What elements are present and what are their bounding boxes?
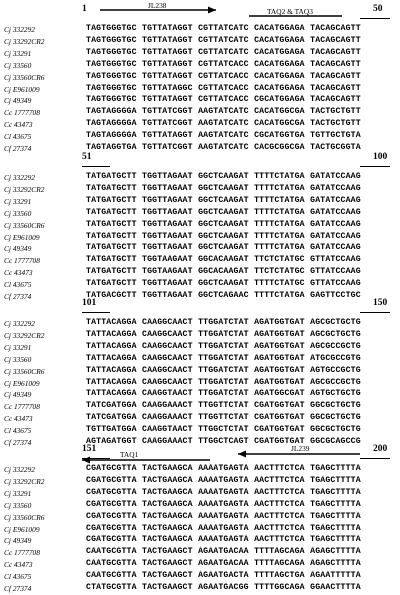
sequence-group: GATATCCAAG <box>310 243 361 253</box>
sequence-group: TAGTGGGTGC <box>86 47 137 57</box>
sequence-group: AGCGCCGCTG <box>310 377 361 387</box>
sequence-group: TGGTTAGAAT <box>142 195 193 205</box>
sequence-group: TACTGAAGCT <box>142 547 193 557</box>
sequence-group: CAAGGCAACT <box>142 329 193 339</box>
block-end-position: 100 <box>373 152 388 162</box>
jl239-arrow-arrowhead <box>238 451 246 458</box>
strain-name: Cj 332292 <box>4 173 36 182</box>
strain-name: Cj E961009 <box>4 232 40 242</box>
sequence-group: CAAGGTAACT <box>142 425 193 435</box>
sequence-group: GATATCCAAG <box>310 219 361 229</box>
sequence-group: TATTACAGGA <box>86 341 137 351</box>
sequence-group: AAAATGAGTA <box>198 523 249 533</box>
sequence-group: TTTTAGCTGA <box>254 571 305 581</box>
sequence-group: AGAATTTTTA <box>310 571 361 581</box>
strain-name: Cf 27374 <box>4 292 32 301</box>
sequence-group: GGCGCTGCTG <box>310 413 361 423</box>
sequence-group: AAAATGAGTA <box>198 487 249 497</box>
sequence-group: TTTTCTATGA <box>254 195 305 205</box>
strain-name: Cc 1777708 <box>4 256 40 266</box>
sequence-group: GATATCCAAG <box>310 207 361 217</box>
strain-name: Cl 43675 <box>4 572 32 582</box>
sequence-group: GATATCCAAG <box>310 231 361 241</box>
sequence-group: GGCTCAAGAT <box>198 195 249 205</box>
sequence-group: CGTTATCACC <box>198 95 249 105</box>
strain-name: Cj 49349 <box>4 390 32 400</box>
strain-name: Cj 332292 <box>4 319 36 328</box>
sequence-group: CAAGGCAACT <box>142 377 193 387</box>
sequence-group: TGAGCTTTTA <box>310 499 361 509</box>
sequence-group: CGTTATCACC <box>198 59 249 69</box>
strain-name: Cj 33292CR2 <box>4 476 45 486</box>
sequence-group: TATGATGCTT <box>86 183 137 193</box>
sequence-group: CTATGCGTTA <box>86 583 137 592</box>
sequence-group: CGTTATCATC <box>198 35 249 45</box>
strain-name: Cj 33292CR2 <box>4 36 45 46</box>
sequence-group: TGAGCTTTTA <box>310 535 361 545</box>
sequence-group: TACAGCAGTT <box>310 95 361 105</box>
sequence-group: TATGATGCTT <box>86 267 137 277</box>
sequence-group: TATGATGCTT <box>86 255 137 265</box>
sequence-group: CGTTATCATC <box>198 47 249 57</box>
sequence-group: AGAATGACAA <box>198 547 249 557</box>
sequence-group: TTGGATCTAT <box>198 341 249 351</box>
sequence-group: GAGTTCCTGC <box>310 291 361 300</box>
sequence-group: TTGGATCTAT <box>198 377 249 387</box>
sequence-group: CAAGGAAACT <box>142 437 193 446</box>
sequence-group: GGCTCAAGAT <box>198 172 249 181</box>
sequence-group: TGTTATCGGT <box>142 107 193 117</box>
sequence-group: AGAGCTTTTA <box>310 559 361 569</box>
sequence-group: TGTTGATGGA <box>86 425 137 435</box>
strain-name: Cj 33560 <box>4 500 32 510</box>
jl238-arrow-arrowhead <box>208 7 216 14</box>
sequence-group: CACATGGAGA <box>254 59 305 69</box>
sequence-group: TGTTATAGGT <box>142 24 193 33</box>
sequence-group: AGAGCTTTTA <box>310 547 361 557</box>
sequence-group: CAATGCGTTA <box>86 571 137 581</box>
sequence-group: TGAGCTTTTA <box>310 464 361 473</box>
sequence-group: CACATGGCGA <box>254 107 305 117</box>
sequence-group: CAAGGCAACT <box>142 318 193 327</box>
sequence-group: TATGATGCTT <box>86 279 137 289</box>
strain-name: Cc 43473 <box>4 120 33 130</box>
sequence-group: TGGTTAGAAT <box>142 183 193 193</box>
sequence-group: TTTTCTATGC <box>254 279 305 289</box>
sequence-group: TTGGCTCTAT <box>198 425 249 435</box>
sequence-group: TGTTATAGGT <box>142 35 193 45</box>
sequence-group: GGCTCAAGAT <box>198 231 249 241</box>
sequence-group: CGATGCGTTA <box>86 511 137 521</box>
sequence-group: TATGATGCTT <box>86 231 137 241</box>
block-end-position: 150 <box>373 298 388 308</box>
sequence-group: GGAACTTTTA <box>310 583 361 592</box>
sequence-group: AGTGCCGCTG <box>310 365 361 375</box>
sequence-group: TACTGAAGCA <box>142 464 193 473</box>
sequence-group: TGGTTAGAAT <box>142 207 193 217</box>
strain-name: Cl 43675 <box>4 132 32 142</box>
block-start-position: 151 <box>82 444 97 454</box>
sequence-group: TACAGCAGTT <box>310 24 361 33</box>
sequence-group: TACTGAAGCA <box>142 523 193 533</box>
sequence-group: TATCGATGGA <box>86 401 137 411</box>
sequence-group: AAAATGAGTA <box>198 511 249 521</box>
sequence-group: TACTGCGGTA <box>310 143 361 152</box>
sequence-group: TTGGTTCTAT <box>198 401 249 411</box>
sequence-group: CACATGGCGA <box>254 119 305 129</box>
sequence-group: TATGACGCTT <box>86 291 137 300</box>
sequence-group: AAGTATCATC <box>198 131 249 141</box>
sequence-group: TATTACAGGA <box>86 389 137 399</box>
strain-name: Cj E961009 <box>4 378 40 388</box>
strain-name: Cc 43473 <box>4 560 33 570</box>
sequence-group: TAGTGGGTGC <box>86 95 137 105</box>
strain-name: Cj 49349 <box>4 536 32 546</box>
sequence-group: AACTTTCTCA <box>254 499 305 509</box>
strain-name: Cj 33291 <box>4 196 32 206</box>
sequence-group: CACATGGAGA <box>254 83 305 93</box>
sequence-group: TTTTAGCAGA <box>254 547 305 557</box>
sequence-group: CACATGGAGA <box>254 71 305 81</box>
sequence-group: TTGGATCTAT <box>198 318 249 327</box>
sequence-group: TTGGATCTAT <box>198 353 249 363</box>
strain-name: Cj 33292CR2 <box>4 330 45 340</box>
sequence-group: AGCGCCGCTG <box>310 341 361 351</box>
primer-label-jl239: JL239 <box>291 444 310 453</box>
sequence-group: CAAGGCAACT <box>142 353 193 363</box>
sequence-group: TGTTATCGGT <box>142 143 193 152</box>
sequence-group: TACTGAAGCA <box>142 475 193 485</box>
sequence-group: CGCATGGTGA <box>254 131 305 141</box>
sequence-group: TACTGAAGCT <box>142 571 193 581</box>
sequence-group: TGGTTAGAAT <box>142 279 193 289</box>
sequence-group: GGCGCTGCTG <box>310 425 361 435</box>
sequence-group: CGATGCGTTA <box>86 499 137 509</box>
sequence-group: TAGTAGGGGA <box>86 131 137 141</box>
sequence-group: TATTACAGGA <box>86 329 137 339</box>
sequence-group: CAATGCGTTA <box>86 547 137 557</box>
sequence-group: TTTTAGCAGA <box>254 559 305 569</box>
sequence-group: GGCACAAGAT <box>198 255 249 265</box>
strain-name: Cj 33291 <box>4 48 32 58</box>
sequence-group: TGTTGCTGTA <box>310 131 361 141</box>
sequence-group: CACATGGAGA <box>254 35 305 45</box>
sequence-group: AGTGCTGCTG <box>310 389 361 399</box>
sequence-group: TGGTTAGAAT <box>142 291 193 300</box>
sequence-group: TGTTATAGGT <box>142 59 193 69</box>
strain-name: Cj E961009 <box>4 84 40 94</box>
sequence-group: TGAGCTTTTA <box>310 475 361 485</box>
sequence-group: TGGTTAGAAT <box>142 172 193 181</box>
sequence-group: AAAATGAGTA <box>198 475 249 485</box>
sequence-group: TTTTCTATGA <box>254 172 305 181</box>
strain-name: Cf 27374 <box>4 438 32 447</box>
primer-label-taq2-taq3: TAQ2 & TAQ3 <box>267 7 313 16</box>
strain-name: Cl 43675 <box>4 280 32 290</box>
sequence-group: CGATGGTGAT <box>254 401 305 411</box>
sequence-group: AACTTTCTCA <box>254 487 305 497</box>
sequence-group: CGATGCGTTA <box>86 535 137 545</box>
block-start-position: 101 <box>82 298 97 308</box>
sequence-group: GTTATCCAAG <box>310 267 361 277</box>
sequence-group: GGCGCTGCTG <box>310 401 361 411</box>
sequence-group: TAGTAGGGGA <box>86 119 137 129</box>
strain-name: Cf 27374 <box>4 584 32 593</box>
sequence-group: TACTGAAGCA <box>142 511 193 521</box>
sequence-group: AGATGGCGAT <box>254 389 305 399</box>
strain-name: Cj 33560CR6 <box>4 512 45 522</box>
strain-name: Cj 33560CR6 <box>4 366 45 376</box>
sequence-group: TTGGATCTAT <box>198 365 249 375</box>
sequence-group: CAATGCGTTA <box>86 559 137 569</box>
sequence-group: AACTTTCTCA <box>254 475 305 485</box>
strain-name: Cj 332292 <box>4 465 36 474</box>
sequence-group: ATGCGCCGTG <box>310 353 361 363</box>
sequence-group: TGTTATAGGT <box>142 131 193 141</box>
sequence-group: TTTTCTATGA <box>254 231 305 241</box>
sequence-group: TATGATGCTT <box>86 195 137 205</box>
strain-name: Cj 33560 <box>4 60 32 70</box>
strain-name: Cj 33560CR6 <box>4 72 45 82</box>
sequence-group: AAAATGAGTA <box>198 535 249 545</box>
sequence-group: AGATGGTGAT <box>254 329 305 339</box>
strain-name: Cj 49349 <box>4 244 32 254</box>
sequence-group: TACAGCAGTT <box>310 35 361 45</box>
sequence-group: TGAGCTTTTA <box>310 487 361 497</box>
sequence-group: AGATGGTGAT <box>254 341 305 351</box>
sequence-group: CGATGGTGAT <box>254 425 305 435</box>
sequence-group: CACGCGGCGA <box>254 143 305 152</box>
sequence-group: TGTTATAGGT <box>142 47 193 57</box>
sequence-group: GATATCCAAG <box>310 195 361 205</box>
sequence-group: TACTGCTGTT <box>310 119 361 129</box>
sequence-group: CGTTATCACC <box>198 83 249 93</box>
strain-name: Cj 33291 <box>4 488 32 498</box>
sequence-group: GGCACAAGAT <box>198 267 249 277</box>
strain-name: Cj 33560 <box>4 354 32 364</box>
sequence-group: AACTTTCTCA <box>254 511 305 521</box>
sequence-group: AAGTATCATC <box>198 143 249 152</box>
strain-name: Cj 332292 <box>4 25 36 34</box>
sequence-group: TAGTGGGTGC <box>86 35 137 45</box>
sequence-group: AACTTTCTCA <box>254 464 305 473</box>
sequence-group: GGCTCAAGAT <box>198 183 249 193</box>
sequence-group: AAAATGAGTA <box>198 499 249 509</box>
sequence-group: TACAGCAGTT <box>310 83 361 93</box>
sequence-group: TATGATGCTT <box>86 172 137 181</box>
sequence-group: AGAATGACGG <box>198 583 249 592</box>
strain-name: Cc 1777708 <box>4 548 40 558</box>
sequence-group: TGAGCTTTTA <box>310 511 361 521</box>
sequence-group: TACTGAAGCT <box>142 583 193 592</box>
sequence-group: TTGGCTCAGT <box>198 437 249 446</box>
sequence-group: GGCTCAAGAT <box>198 243 249 253</box>
sequence-group: TTTTCTATGA <box>254 207 305 217</box>
strain-name: Cj E961009 <box>4 524 40 534</box>
sequence-group: TTTTCTATGA <box>254 243 305 253</box>
sequence-group: TGGTTAGAAT <box>142 219 193 229</box>
sequence-group: TACTGAAGCA <box>142 535 193 545</box>
strain-name: Cj 33291 <box>4 342 32 352</box>
block-end-position: 200 <box>373 444 388 454</box>
sequence-group: GATATCCAAG <box>310 172 361 181</box>
sequence-group: TATCGATGGA <box>86 413 137 423</box>
sequence-group: CGCATGGAGA <box>254 95 305 105</box>
sequence-group: CAAGGAAACT <box>142 413 193 423</box>
sequence-group: GGCTCAAGAT <box>198 279 249 289</box>
sequence-group: TGGTTAGAAT <box>142 243 193 253</box>
taq1-arrow-arrowhead <box>82 457 90 464</box>
strain-name: Cj 49349 <box>4 96 32 106</box>
block-start-position: 1 <box>82 4 87 14</box>
sequence-group: CAAGGAAACT <box>142 401 193 411</box>
sequence-group: TAGTGGGTGC <box>86 71 137 81</box>
sequence-group: AGAATGACAA <box>198 559 249 569</box>
sequence-group: CGATGGTGAT <box>254 437 305 446</box>
sequence-group: CGATGCGTTA <box>86 523 137 533</box>
strain-name: Cf 27374 <box>4 144 32 153</box>
sequence-group: TGTTATCGGT <box>142 119 193 129</box>
sequence-group: AGCGCTGCTG <box>310 318 361 327</box>
sequence-group: TATGATGCTT <box>86 243 137 253</box>
sequence-group: TGTTATAGGT <box>142 95 193 105</box>
sequence-group: AGAATGACTA <box>198 571 249 581</box>
primer-label-jl238: JL238 <box>148 1 167 10</box>
sequence-group: AACTTTCTCA <box>254 535 305 545</box>
sequence-group: TAGTGGGTGC <box>86 24 137 33</box>
sequence-group: TGGTAAGAAT <box>142 267 193 277</box>
strain-name: Cl 43675 <box>4 426 32 436</box>
sequence-group: TGAGCTTTTA <box>310 523 361 533</box>
sequence-group: TATTACAGGA <box>86 353 137 363</box>
sequence-group: TGGTAAGAAT <box>142 255 193 265</box>
sequence-group: TTTTCTATGA <box>254 183 305 193</box>
sequence-group: CAAGGTAACT <box>142 389 193 399</box>
sequence-group: TACTGAAGCA <box>142 487 193 497</box>
strain-name: Cj 33560CR6 <box>4 220 45 230</box>
sequence-group: AGATGGTGAT <box>254 318 305 327</box>
strain-name: Cc 1777708 <box>4 108 40 118</box>
strain-name: Cj 33292CR2 <box>4 184 45 194</box>
sequence-group: TTTTGGCAGA <box>254 583 305 592</box>
sequence-group: TATTACAGGA <box>86 318 137 327</box>
sequence-group: CGATGCGTTA <box>86 487 137 497</box>
strain-name: Cc 43473 <box>4 268 33 278</box>
sequence-group: GATATCCAAG <box>310 183 361 193</box>
sequence-group: CGATGCGTTA <box>86 464 137 473</box>
sequence-group: CGTTATCACC <box>198 71 249 81</box>
sequence-group: TTTTCTATGA <box>254 219 305 229</box>
sequence-group: CACATGGAGA <box>254 24 305 33</box>
block-end-position: 50 <box>373 4 383 14</box>
sequence-group: CACATGGAGA <box>254 47 305 57</box>
sequence-group: CGTTATCATC <box>198 24 249 33</box>
sequence-group: CGATGGTGAT <box>254 413 305 423</box>
sequence-group: CAAGGCAACT <box>142 365 193 375</box>
sequence-group: TTGGATCTAT <box>198 329 249 339</box>
sequence-group: GTTATCCAAG <box>310 279 361 289</box>
sequence-group: TACAGCAGTT <box>310 59 361 69</box>
sequence-group: AACTTTCTCA <box>254 523 305 533</box>
sequence-group: TTCTCTATGC <box>254 267 305 277</box>
sequence-group: TAGTAGGTGA <box>86 143 137 152</box>
sequence-group: GGCTCAAGAT <box>198 207 249 217</box>
sequence-group: GGCTCAGAAC <box>198 291 249 300</box>
sequence-group: AAGTATCATC <box>198 119 249 129</box>
sequence-group: TGTTATAGGT <box>142 71 193 81</box>
sequence-group: GGCTCAAGAT <box>198 219 249 229</box>
sequence-group: AGTAGATGGT <box>86 437 137 446</box>
sequence-group: CAAGGCAACT <box>142 341 193 351</box>
strain-name: Cj 33560 <box>4 208 32 218</box>
sequence-group: TAGTGGGTGC <box>86 83 137 93</box>
sequence-group: GGCGCAGCCG <box>310 437 361 446</box>
strain-name: Cc 1777708 <box>4 402 40 412</box>
sequence-group: TGTTATAGGC <box>142 83 193 93</box>
sequence-group: TTCTCTATGC <box>254 255 305 265</box>
sequence-group: AGATGGTGAT <box>254 377 305 387</box>
sequence-group: TACAGCAGTT <box>310 71 361 81</box>
block-start-position: 51 <box>82 152 92 162</box>
sequence-group: CGATGCGTTA <box>86 475 137 485</box>
sequence-group: TACTGAAGCT <box>142 559 193 569</box>
sequence-group: TATGATGCTT <box>86 207 137 217</box>
sequence-group: TAGTGGGTGC <box>86 59 137 69</box>
sequence-group: TAGTAGGGGA <box>86 107 137 117</box>
sequence-group: TTGGATCTAT <box>198 389 249 399</box>
sequence-group: TATTACAGGA <box>86 365 137 375</box>
sequence-group: AGATGGTGAT <box>254 353 305 363</box>
sequence-group: TATTACAGGA <box>86 377 137 387</box>
sequence-group: TACTGCTGTT <box>310 107 361 117</box>
sequence-group: TTTTCTATGA <box>254 291 305 300</box>
sequence-group: AAAATGAGTA <box>198 464 249 473</box>
sequence-group: TATGATGCTT <box>86 219 137 229</box>
sequence-group: TACAGCAGTT <box>310 47 361 57</box>
sequence-group: GTTATCCAAG <box>310 255 361 265</box>
sequence-group: AAGTATCATC <box>198 107 249 117</box>
sequence-group: TTGGTTCTAT <box>198 413 249 423</box>
primer-label-taq1: TAQ1 <box>120 450 139 459</box>
sequence-group: TACTGAAGCA <box>142 499 193 509</box>
sequence-group: AGCGCTGCTG <box>310 329 361 339</box>
sequence-group: TGGTTAGAAT <box>142 231 193 241</box>
strain-name: Cc 43473 <box>4 414 33 424</box>
sequence-group: AGATGGTGAT <box>254 365 305 375</box>
